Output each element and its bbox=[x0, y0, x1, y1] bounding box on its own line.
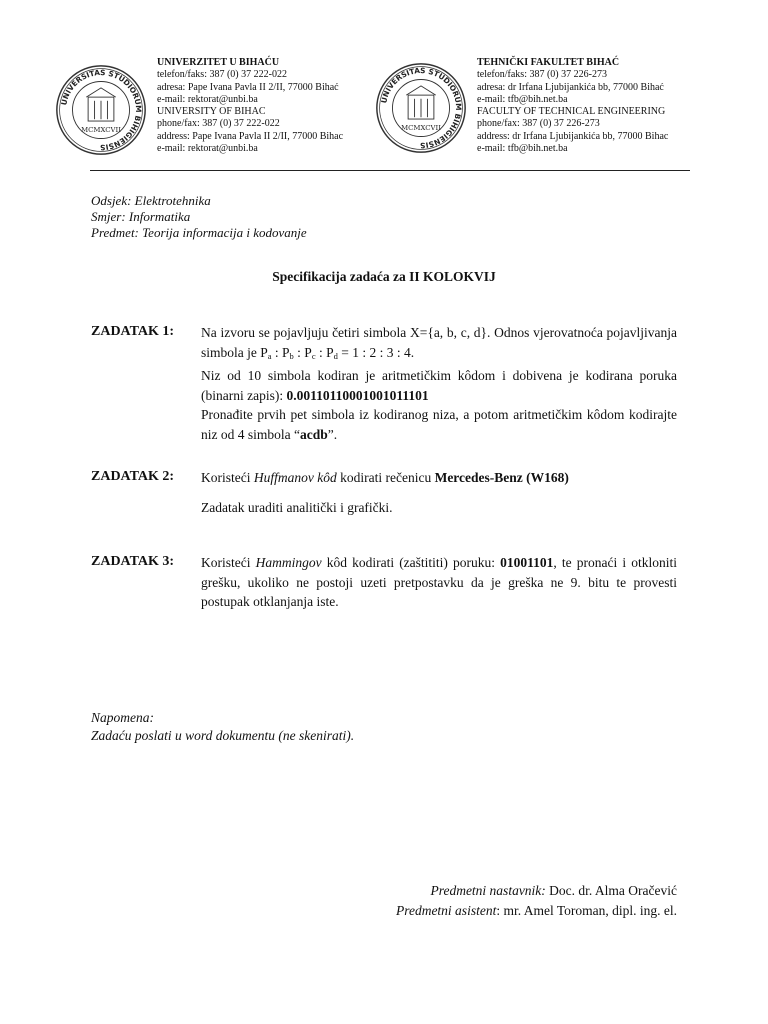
subscript: a bbox=[267, 350, 272, 361]
signature-block bbox=[396, 881, 677, 921]
department-line: Odsjek: Elektrotehnika bbox=[91, 193, 211, 208]
task-3-text: , te pronaći i otkloniti grešku, ukoliko ne postoji uzeti pretpostavku da je greška ne 9. bitu te provesti postupak otklanjanja iste. bbox=[201, 555, 677, 609]
seal-year: MCMXCVII bbox=[401, 124, 441, 133]
subject-line: Predmet: Teorija informacija i kodovanje bbox=[91, 225, 307, 240]
sequence: acdb bbox=[299, 426, 328, 442]
header-right-line: e-mail: tfb@bih.net.ba bbox=[477, 93, 568, 105]
subscript: b bbox=[289, 350, 294, 361]
task-1-text: ”. bbox=[327, 426, 338, 442]
subscript: c bbox=[311, 350, 316, 361]
sentence: Mercedes-Benz (W168) bbox=[434, 470, 569, 485]
header-right-line: TEHNIČKI FAKULTET BIHAĆ bbox=[477, 57, 620, 68]
task-2-label: ZADATAK 2: bbox=[91, 469, 175, 484]
header-left-line: adresa: Pape Ivana Pavla II 2/II, 77000 Bihać bbox=[157, 81, 339, 93]
header-divider bbox=[90, 170, 690, 171]
task-2-body bbox=[201, 468, 677, 517]
seal-ring-text: UNIVERSITAS STUDIORUM BIHIGIENSIS bbox=[379, 65, 464, 151]
note bbox=[91, 709, 354, 745]
header-left-line: address: Pape Ivana Pavla II 2/II, 77000 Bihac bbox=[157, 130, 344, 142]
header-right-line: adresa: dr Irfana Ljubijankića bb, 77000 Bihać bbox=[477, 81, 664, 93]
seal-year: MCMXCVII bbox=[81, 126, 121, 135]
header-right-line: e-mail: tfb@bih.net.ba bbox=[477, 143, 568, 155]
message: 01001101 bbox=[500, 555, 554, 570]
code-name: Huffmanov kôd bbox=[253, 470, 337, 485]
separator: : P bbox=[315, 344, 334, 360]
note-text: Zadaću poslati u word dokumentu (ne skenirati). bbox=[91, 728, 355, 743]
task-2-note: Zadatak uraditi analitički i grafički. bbox=[201, 499, 393, 515]
program-line: Smjer: Informatika bbox=[91, 209, 191, 224]
teacher-name: Doc. dr. Alma Oračević bbox=[545, 883, 677, 898]
university-seal-right bbox=[375, 62, 467, 154]
document-title: Specifikacija zadaća za II KOLOKVIJ bbox=[272, 269, 496, 284]
university-seal-left bbox=[55, 64, 147, 156]
task-3-text: Koristeći bbox=[201, 555, 256, 570]
header-left-line: phone/fax: 387 (0) 37 222-022 bbox=[157, 118, 280, 130]
header-left-line: e-mail: rektorat@unbi.ba bbox=[157, 93, 258, 105]
header-right-line: phone/fax: 387 (0) 37 226-273 bbox=[477, 118, 600, 130]
header-right-line: FACULTY OF TECHNICAL ENGINEERING bbox=[477, 106, 666, 118]
teacher-label: Predmetni nastavnik: bbox=[430, 883, 546, 898]
task-2-text: Koristeći bbox=[201, 470, 254, 485]
task-1-body bbox=[201, 323, 677, 444]
task-1-text: Pronađite prvih pet simbola iz kodiranog niza, a potom aritmetičkim kôdom kodirajte niz od 4 simbola “ bbox=[201, 407, 677, 442]
task-3-text: kôd kodirati (zaštititi) poruku: bbox=[321, 555, 501, 570]
assistant-name: : mr. Amel Toroman, dipl. ing. el. bbox=[496, 903, 677, 918]
task-2-text: kodirati rečenicu bbox=[336, 470, 435, 485]
header-left-block bbox=[157, 57, 343, 155]
header-left-line: e-mail: rektorat@unbi.ba bbox=[157, 143, 258, 155]
task-1-text: Niz od 10 simbola kodiran je aritmetičkim kôdom i dobivena je kodirana poruka (binarni zapis): bbox=[201, 368, 677, 403]
encoded-message: 0.00110110001001011101 bbox=[286, 387, 429, 403]
header-left-line: telefon/faks: 387 (0) 37 222-022 bbox=[157, 69, 287, 81]
separator: : P bbox=[271, 344, 290, 360]
assistant-label: Predmetni asistent bbox=[395, 903, 497, 918]
separator: : P bbox=[293, 344, 312, 360]
seal-ring-text: UNIVERSITAS STUDIORUM BIHIGIENSIS bbox=[59, 67, 144, 153]
code-name: Hammingov bbox=[255, 555, 322, 570]
header-right-line: address: dr Irfana Ljubijankića bb, 77000 Bihac bbox=[477, 130, 669, 142]
task-3-body bbox=[201, 553, 677, 612]
note-heading: Napomena: bbox=[91, 710, 154, 725]
task-3-label: ZADATAK 3: bbox=[91, 554, 175, 569]
header-right-line: telefon/faks: 387 (0) 37 226-273 bbox=[477, 69, 607, 81]
header-left-line: UNIVERZITET U BIHAĆU bbox=[157, 57, 280, 68]
header-left-line: UNIVERSITY OF BIHAC bbox=[157, 106, 266, 118]
task-1-text: Na izvoru se pojavljuju četiri simbola X={a, b, c, d}. Odnos vjerovatnoća pojavljivanja simbola je P bbox=[201, 325, 677, 360]
task-1-label: ZADATAK 1: bbox=[91, 324, 175, 339]
course-meta bbox=[91, 193, 307, 241]
subscript: d bbox=[333, 350, 338, 361]
ratio: = 1 : 2 : 3 : 4. bbox=[337, 344, 415, 360]
header-right-block bbox=[477, 57, 668, 155]
